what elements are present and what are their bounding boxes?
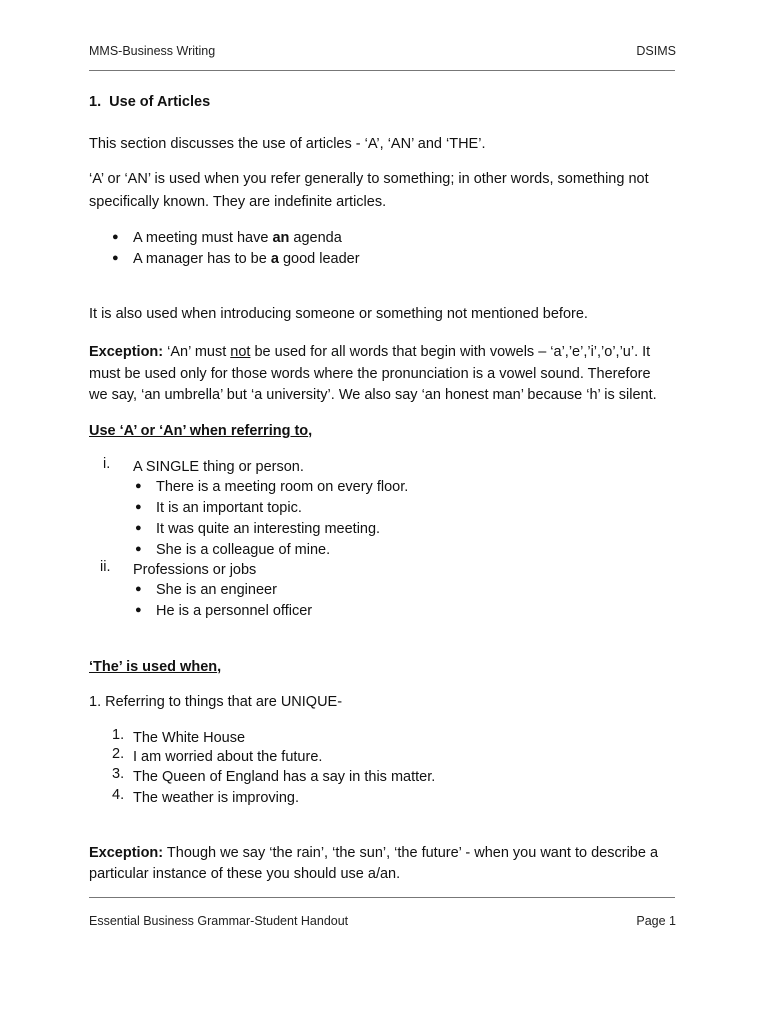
unique-line: 1. Referring to things that are UNIQUE- [89, 694, 343, 710]
list-number: 3. [112, 766, 125, 782]
bullet-dot: ● [112, 252, 119, 264]
bullet-dot: ● [135, 543, 142, 555]
exception2-line-2: particular instance of these you should use a/an. [89, 866, 401, 882]
exception-line-1: Exception: ‘An’ must not be used for all words that begin with vowels – ‘a’,’e’,’i’,’o’,’u’. It [89, 344, 651, 360]
list-item: The weather is improving. [133, 790, 300, 806]
list-item: I am worried about the future. [133, 749, 323, 765]
list-item: It is an important topic. [156, 500, 302, 516]
intro-paragraph: This section discusses the use of articles - ‘A’, ‘AN’ and ‘THE’. [89, 136, 486, 152]
bullet-dot: ● [135, 604, 142, 616]
list-item: A manager has to be a good leader [133, 251, 360, 267]
list-item: It was quite an interesting meeting. [156, 521, 381, 537]
indefinite-line-1: ‘A’ or ‘AN’ is used when you refer generally to something; in other words, something not [89, 171, 649, 187]
bullet-dot: ● [112, 231, 119, 243]
list-item: She is an engineer [156, 582, 277, 598]
header-rule [89, 70, 675, 71]
section-title [89, 91, 210, 113]
bullet-dot: ● [135, 501, 142, 513]
list-item: He is a personnel officer [156, 603, 313, 619]
page-number: Page 1 [636, 914, 676, 928]
bullet-dot: ● [135, 583, 142, 595]
header-org: DSIMS [636, 44, 676, 58]
list-item: There is a meeting room on every floor. [156, 479, 409, 495]
roman-number: ii. [100, 559, 111, 575]
use-a-heading: Use ‘A’ or ‘An’ when referring to, [89, 423, 313, 439]
roman-number: i. [103, 456, 111, 472]
list-number: 4. [112, 787, 125, 803]
roman-item-label: A SINGLE thing or person. [133, 459, 304, 475]
section-title-text: Use of Articles [109, 94, 211, 110]
list-item: She is a colleague of mine. [156, 542, 331, 558]
the-heading: ‘The’ is used when, [89, 659, 222, 675]
list-item: A meeting must have an agenda [133, 230, 342, 246]
bullet-dot: ● [135, 522, 142, 534]
exception-line-2: must be used only for those words where the pronunciation is a vowel sound. Therefore [89, 366, 651, 382]
bullet-dot: ● [135, 480, 142, 492]
section-number: 1. [89, 94, 102, 110]
indefinite-line-2: specifically known. They are indefinite articles. [89, 194, 387, 210]
header-title: MMS-Business Writing [89, 44, 216, 58]
list-number: 1. [112, 727, 125, 743]
list-number: 2. [112, 746, 125, 762]
exception2-line-1: Exception: Though we say ‘the rain’, ‘the sun’, ‘the future’ - when you want to describe a [89, 845, 659, 861]
also-used-paragraph: It is also used when introducing someone or something not mentioned before. [89, 306, 588, 322]
list-item: The White House [133, 730, 246, 746]
footer-title: Essential Business Grammar-Student Handout [89, 914, 349, 928]
exception-line-3: we say, ‘an umbrella’ but ‘a university’. We also say ‘an honest man’ because ‘h’ is silent. [89, 387, 657, 403]
footer-rule [89, 897, 675, 898]
list-item: The Queen of England has a say in this matter. [133, 769, 436, 785]
roman-item-label: Professions or jobs [133, 562, 257, 578]
